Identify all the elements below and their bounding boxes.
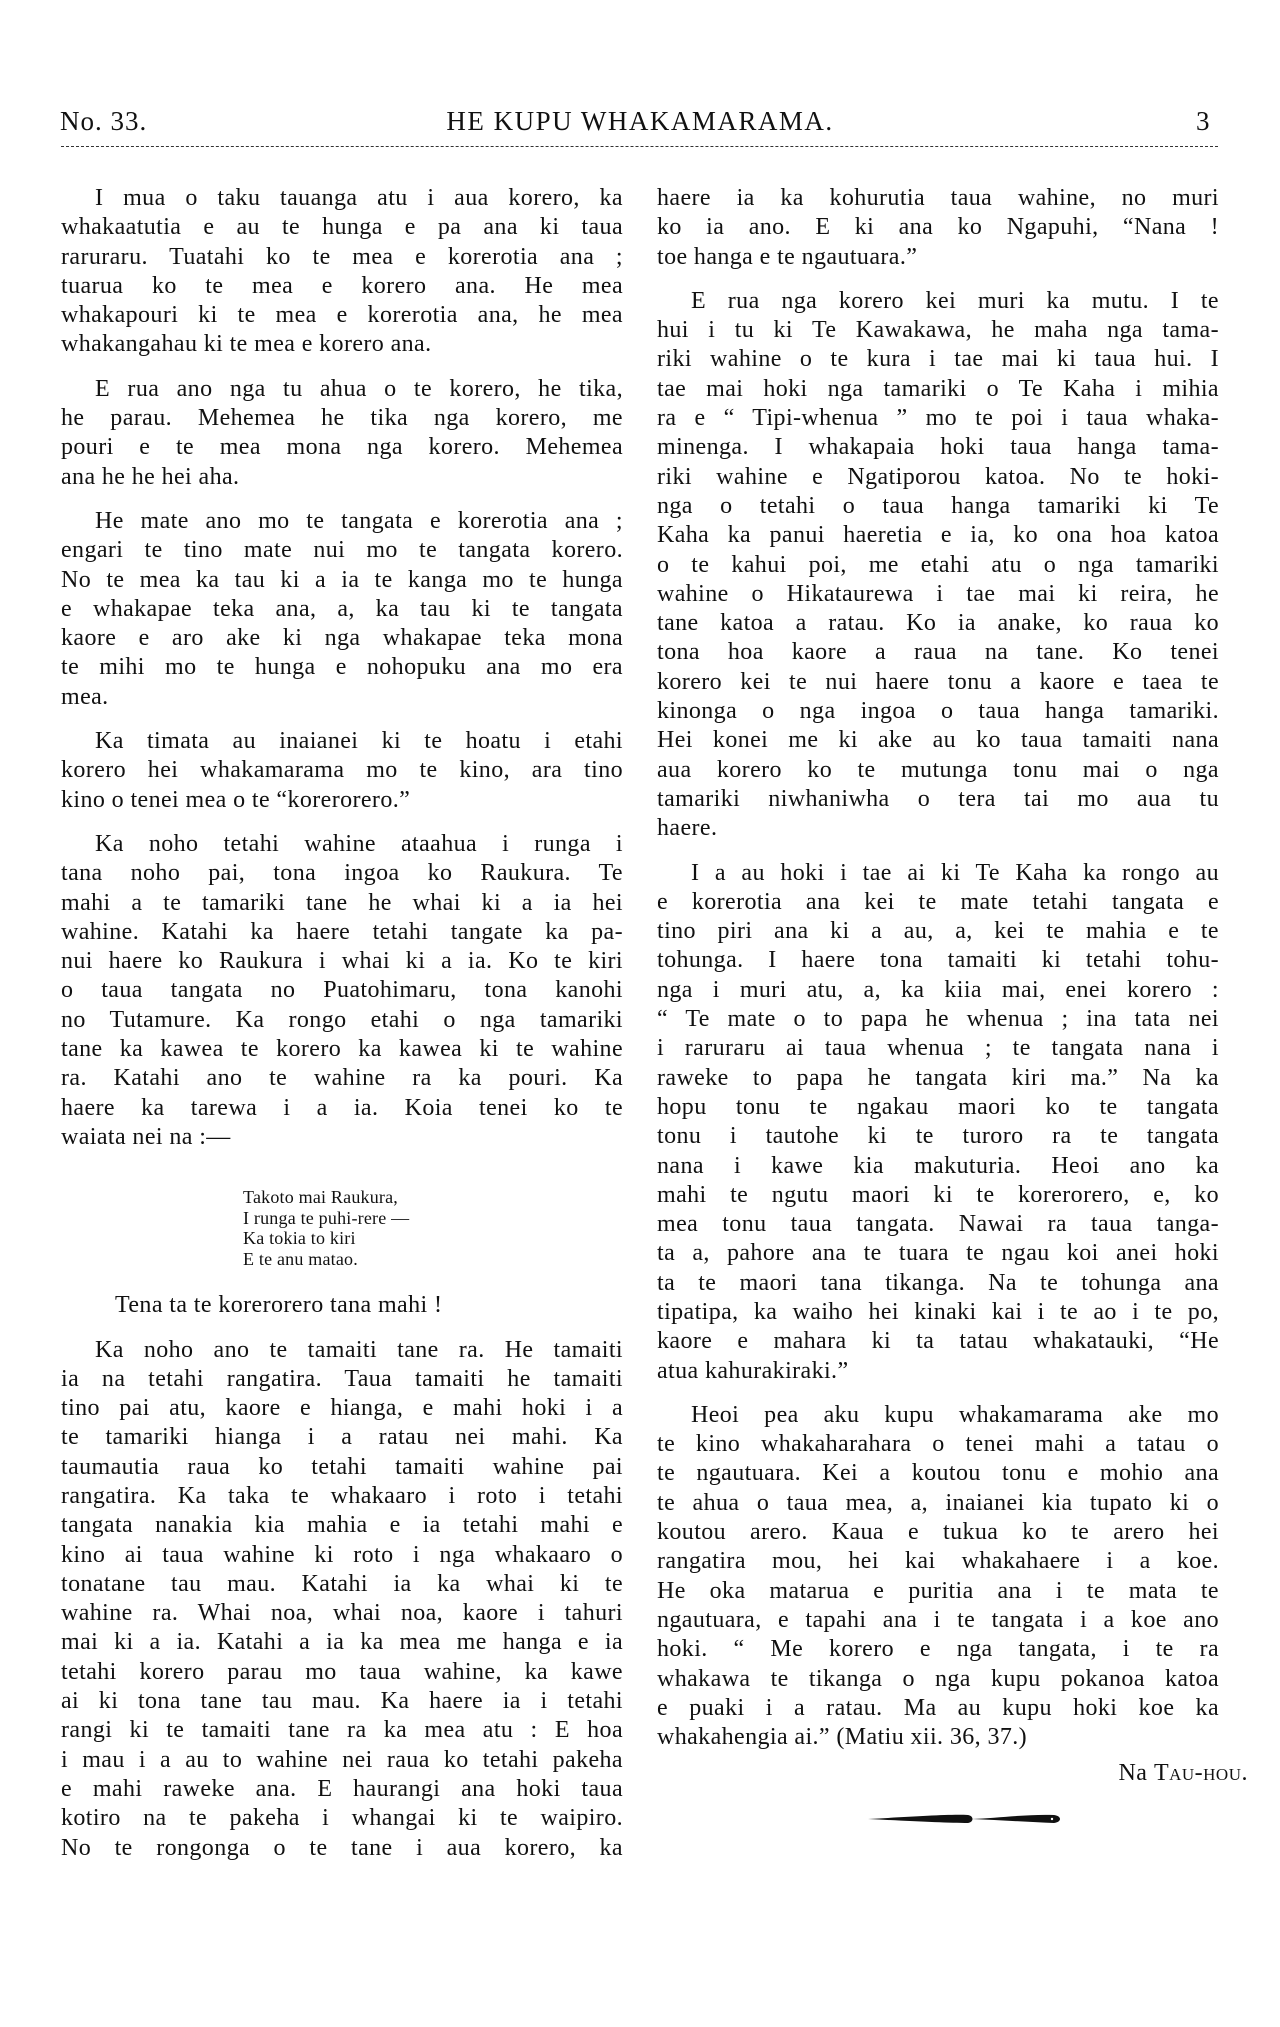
text-line: riki wahine o te kura i tae mai ki taua hui. I (657, 346, 1219, 373)
text-line: tane ka kawea te korero ka kawea ki te wahine (61, 1036, 623, 1063)
text-line: ko ia ano. E ki ana ko Ngapuhi, “Nana ! (657, 214, 1219, 241)
text-line: ngautuara, e tapahi ana i te tangata i a koe ano (657, 1606, 1219, 1633)
text-line: e mahi raweke ana. E haurangi ana hoki taua (61, 1775, 623, 1802)
text-line: tamariki niwhaniwha o tera tai mo aua tu (657, 785, 1219, 812)
text-line: kinonga o nga ingoa o taua hanga tamariki. (657, 698, 1219, 725)
text-line: minenga. I whakapaia hoki taua hanga tama- (657, 434, 1219, 461)
verse-line: Takoto mai Raukura, (243, 1187, 398, 1208)
text-line: hopu tonu te ngakau maori ko te tangata (657, 1093, 1219, 1120)
text-line: tane katoa a ratau. Ko ia anake, ko raua ko (657, 610, 1219, 637)
text-line: kino o tenei mea o te “korerorero.” (61, 786, 411, 813)
text-line: o te kahui poi, me etahi atu o nga tamariki (657, 551, 1219, 578)
paragraph (61, 184, 623, 360)
text-line: tana noho pai, tona ingoa ko Raukura. Te (61, 860, 623, 887)
text-line: No te rongonga o te tane i aua korero, ka (61, 1834, 623, 1861)
text-line: haere. (657, 815, 718, 842)
paragraph (657, 859, 1219, 1386)
text-line: riki wahine e Ngatiporou katoa. No te hoki- (657, 463, 1219, 490)
ornament-rule-icon (868, 1810, 1064, 1826)
text-line: wahine. Katahi ka haere tetahi tangate ka pa- (61, 918, 623, 945)
text-line: rangatira. Ka taka te whakaaro i roto i tetahi (61, 1482, 623, 1509)
text-line: hoki. “ Me korero e nga tangata, i te ra (657, 1636, 1219, 1663)
text-line: “ Te mate o to papa he whenua ; ina tata nei (657, 1006, 1219, 1033)
text-line: Kaha ka panui haeretia e ia, ko ona hoa katoa (657, 522, 1219, 549)
text-line: engari te tino mate nui mo te tangata korero. (61, 537, 623, 564)
text-line: rangatira mou, hei kai whakahaere i a koe. (657, 1548, 1219, 1575)
text-line: pouri e te mea mona nga korero. Mehemea (61, 434, 623, 461)
text-line: e puaki i a ratau. Ma au kupu hoki koe ka (657, 1694, 1219, 1721)
text-line: tetahi korero parau mo taua wahine, ka kawe (61, 1658, 623, 1685)
paragraph (61, 375, 623, 492)
page-title: HE KUPU WHAKAMARAMA. (446, 106, 834, 136)
text-line: ta te maori tana tikanga. Na te tohunga ana (657, 1269, 1219, 1296)
text-line: ia na tetahi rangatira. Taua tamaiti he tamaiti (61, 1365, 623, 1392)
left-column (61, 184, 623, 1863)
text-line: te kino whakaharahara o tenei mahi a tatau o (657, 1431, 1219, 1458)
paragraph (61, 1336, 623, 1863)
text-line: hui i tu ki Te Kawakawa, he maha nga tama- (657, 317, 1219, 344)
text-line: Heoi pea aku kupu whakamarama ake mo (691, 1401, 1219, 1428)
text-line: tangata nanakia kia mahia e ia tetahi mahi e (61, 1512, 623, 1539)
text-line: No te mea ka tau ki a ia te kanga mo te hunga (61, 566, 623, 593)
text-line: no Tutamure. Ka rongo etahi o nga tamariki (61, 1006, 623, 1033)
text-line: tae mai hoki nga tamariki o Te Kaha i mihia (657, 375, 1219, 402)
text-line: mai ki a ia. Katahi a ia ka mea me hanga e ia (61, 1629, 623, 1656)
verse-line: Ka tokia to kiri (243, 1228, 356, 1249)
text-line: E rua nga korero kei muri ka mutu. I te (691, 287, 1219, 314)
text-line: He oka matarua e puritia ana i te mata te (657, 1577, 1219, 1604)
paragraph (61, 1291, 623, 1320)
text-line: nga i muri atu, a, ka kiia mai, enei korero : (657, 976, 1219, 1003)
text-line: ra e “ Tipi-whenua ” mo te poi i taua whaka- (657, 405, 1219, 432)
text-line: o taua tangata no Puatohimaru, tona kanohi (61, 977, 623, 1004)
text-line: atua kahurakiraki.” (657, 1357, 849, 1384)
text-line: ai ki tona tane tau mau. Ka haere ia i tetahi (61, 1688, 623, 1715)
text-line: nana i kawe kia makuturia. Heoi ano ka (657, 1152, 1219, 1179)
text-line: raruraru. Tuatahi ko te mea e korerotia ana ; (61, 243, 623, 270)
paragraph (61, 507, 623, 712)
text-line: tino pai atu, kaore e hianga, e mahi hoki i a (61, 1395, 623, 1422)
text-line: waiata nei na :— (61, 1123, 231, 1150)
text-line: i mau i a au to wahine nei raua ko tetahi pakeha (61, 1746, 623, 1773)
text-line: rangi ki te tamaiti tane ra ka mea atu : E hoa (61, 1717, 623, 1744)
text-line: aua korero ko te mutunga tonu mai o nga (657, 756, 1219, 783)
text-line: ana he he hei aha. (61, 463, 240, 490)
text-line: whakawa te tikanga o nga kupu pokanoa katoa (657, 1665, 1219, 1692)
paragraph (657, 184, 1219, 272)
header-rule (61, 146, 1218, 147)
paragraph (657, 1401, 1219, 1753)
text-line: whakapouri ki te mea e korerotia ana, he mea (61, 302, 623, 329)
paragraph (61, 830, 623, 1152)
text-line: he parau. Mehemea he tika nga korero, me (61, 405, 623, 432)
text-line: He mate ano mo te tangata e korerotia ana ; (95, 507, 623, 534)
text-line: I mua o taku tauanga atu i aua korero, ka (95, 185, 623, 211)
page-number: 3 (1196, 106, 1211, 136)
text-line: toe hanga e te ngautuara.” (657, 243, 918, 270)
right-column (657, 184, 1219, 1752)
text-line: kotiro na te pakeha i whangai ki te waipiro. (61, 1805, 623, 1832)
text-line: te ngautuara. Kei a koutou tonu e mohio ana (657, 1460, 1219, 1487)
text-line: haere ia ka kohurutia taua wahine, no muri (657, 185, 1219, 211)
signature (1118, 1760, 1248, 1787)
signature-name: Tau-hou. (1153, 1760, 1248, 1786)
text-line: mahi a te tamariki tane he whai ki a ia hei (61, 889, 623, 916)
paragraph (61, 727, 623, 815)
text-line: I a au hoki i tae ai ki Te Kaha ka rongo au (691, 859, 1219, 886)
text-line: tipatipa, ka waiho hei kinaki kai i te ao i te po, (657, 1298, 1219, 1325)
text-line: tona hoa kaore a raua na tane. Ko tenei (657, 639, 1219, 666)
text-line: Hei konei me ki ake au ko taua tamaiti nana (657, 727, 1219, 754)
text-line: Ka noho tetahi wahine ataahua i runga i (95, 830, 623, 857)
text-line: wahine o Hikataurewa i tae mai ki reira, he (657, 580, 1219, 607)
text-line: wahine ra. Whai noa, whai noa, kaore i tahuri (61, 1600, 623, 1627)
text-line: te ahua o taua mea, a, inaianei kia tupato ki o (657, 1489, 1219, 1516)
text-line: te tamariki hianga i a ratau nei mahi. Ka (61, 1424, 623, 1451)
text-line: haere ka tarewa i a ia. Koia tenei ko te (61, 1094, 623, 1121)
text-line: e whakapae teka ana, a, ka tau ki te tangata (61, 595, 623, 622)
text-line: E rua ano nga tu ahua o te korero, he tika, (95, 375, 623, 402)
verse-line: E te anu matao. (243, 1248, 358, 1269)
text-line: te mihi mo te hunga e nohopuku ana mo era (61, 654, 623, 681)
text-line: korero kei te nui haere tonu a kaore e taea te (657, 668, 1219, 695)
text-line: tuarua ko te mea e korero ana. He mea (61, 272, 623, 299)
text-line: tohunga. I haere tona tamaiti ki tetahi tohu- (657, 947, 1219, 974)
verse-line: I runga te puhi-rere — (243, 1207, 410, 1228)
text-line: mea. (61, 683, 109, 710)
text-line: whakangahau ki te mea e korero ana. (61, 331, 432, 358)
text-line: tonatane tau mau. Katahi ia ka whai ki te (61, 1570, 623, 1597)
text-line: mea tonu taua tangata. Nawai ra taua tanga- (657, 1211, 1219, 1238)
text-line: nga o tetahi o taua hanga tamariki ki Te (657, 492, 1219, 519)
issue-number: No. 33. (60, 106, 148, 136)
text-line: whakahengia ai.” (Matiu xii. 36, 37.) (657, 1724, 1028, 1751)
text-line: mahi te ngutu maori ki te korerorero, e, ko (657, 1181, 1219, 1208)
text-line: korero hei whakamarama mo te kino, ara tino (61, 757, 623, 784)
poem-verse (243, 1187, 623, 1269)
text-line: kaore e aro ake ki nga whakapae teka mona (61, 625, 623, 652)
signature-prefix: Na (1118, 1760, 1148, 1786)
text-line: koutou arero. Kaua e tukua ko te arero hei (657, 1519, 1219, 1546)
text-line: kaore e mahara ki ta tatau whakatauki, “He (657, 1328, 1219, 1355)
text-line: i raruraru ai taua whenua ; te tangata nana i (657, 1035, 1219, 1062)
text-line: e korerotia ana kei te mate tetahi tangata e (657, 888, 1219, 915)
text-line: taumautia raua ko tetahi tamaiti wahine pai (61, 1453, 623, 1480)
text-line: kino ai taua wahine ki roto i nga whakaaro o (61, 1541, 623, 1568)
text-line: raweke to papa he tangata kiri ma.” Na ka (657, 1064, 1219, 1091)
text-line: Ka timata au inaianei ki te hoatu i etahi (95, 728, 623, 755)
text-line: ra. Katahi ano te wahine ra ka pouri. Ka (61, 1065, 623, 1092)
text-line: Ka noho ano te tamaiti tane ra. He tamaiti (95, 1336, 623, 1363)
text-line: nui haere ko Raukura i whai ki a ia. Ko te kiri (61, 948, 623, 975)
text-line: tino piri ana ki a au, a, kei te mahia e te (657, 918, 1219, 945)
text-line: whakaatutia e au te hunga e pa ana ki taua (61, 214, 623, 241)
text-line: tonu i tautohe ki te turoro ra te tangata (657, 1123, 1219, 1150)
paragraph (657, 287, 1219, 844)
text-line: ta a, pahore ana te tuara te ngau koi anei hoki (657, 1240, 1219, 1267)
text-line: Tena ta te korerorero tana mahi ! (115, 1292, 443, 1319)
